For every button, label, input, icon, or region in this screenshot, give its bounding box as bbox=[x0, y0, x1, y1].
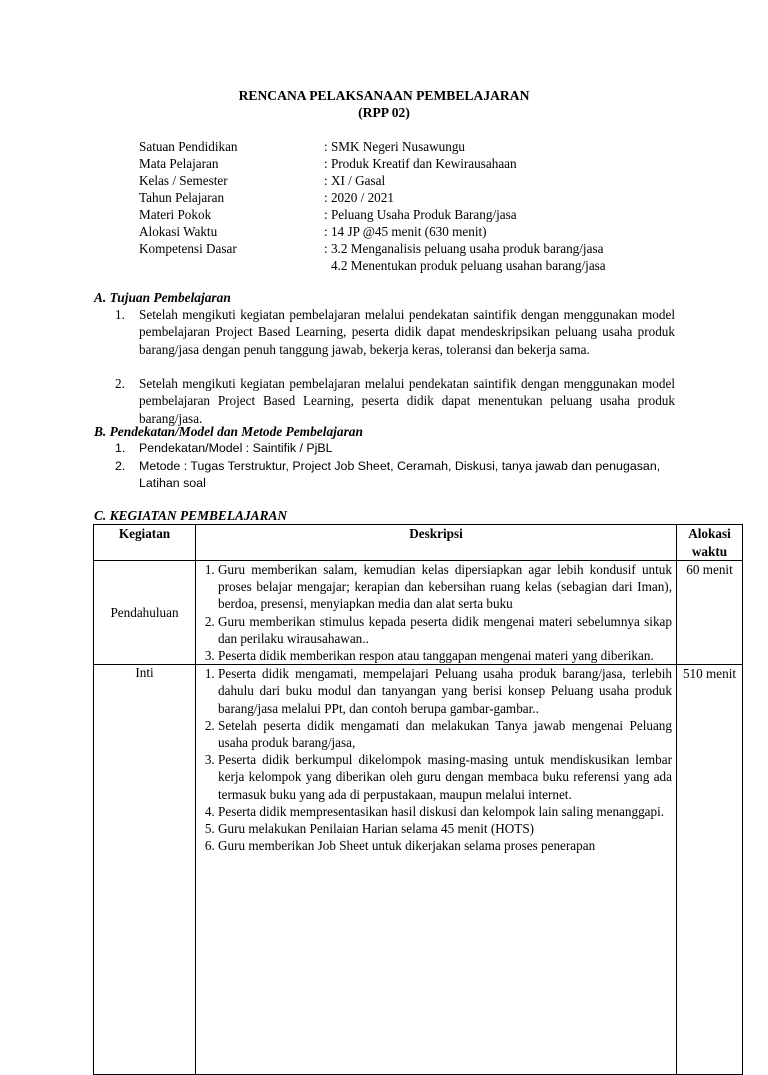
list-item: 1. Peserta didik mengamati, mempelajari Peluang usaha produk barang/jasa, terlebih dahulu dari buku modul dan tanyangan yang berisi konsep Peluang usaha produk barang/jasa melalui PPt, dan contoh berupa gambar-gambar.. bbox=[218, 665, 672, 717]
list-item: 3. Peserta didik memberikan respon atau tanggapan mengenai materi yang diberikan. bbox=[218, 647, 672, 664]
method-item: Pendekatan/Model : Saintifik / PjBL bbox=[139, 441, 333, 455]
list-item: 6. Guru memberikan Job Sheet untuk dikerjakan selama proses penerapan bbox=[218, 837, 672, 854]
info-label: Materi Pokok bbox=[139, 207, 212, 222]
deskripsi-content bbox=[196, 665, 676, 1074]
deskripsi-cell bbox=[196, 665, 677, 1075]
info-value: 4.2 Menentukan produk peluang usahan barang/jasa bbox=[331, 258, 606, 273]
list-item: 1. Guru memberikan salam, kemudian kelas dipersiapkan agar lebih kondusif untuk proses belajar mengajar; kerapian dan kebersihan ruang kelas (sebagian dari Iman), berdoa, presensi, menyiapkan media dan alat serta buku bbox=[218, 561, 672, 613]
info-value: : Produk Kreatif dan Kewirausahaan bbox=[324, 156, 517, 171]
header-alokasi: Alokasi waktu bbox=[677, 525, 743, 561]
list-item: 4. Peserta didik mempresentasikan hasil diskusi dan kelompok lain saling menanggapi. bbox=[218, 803, 672, 820]
info-value: : XI / Gasal bbox=[324, 173, 386, 188]
info-value: : 2020 / 2021 bbox=[324, 190, 394, 205]
document-title: RENCANA PELAKSANAAN PEMBELAJARAN bbox=[238, 88, 530, 103]
header-deskripsi: Deskripsi bbox=[196, 525, 677, 561]
alokasi-cell: 60 menit bbox=[677, 561, 743, 665]
objective-item: Setelah mengikuti kegiatan pembelajaran melalui pendekatan saintifik dengan menggunakan model pembelajaran Project Based Learning, peserta didik dapat menentukan peluang usaha produk barang/jasa. bbox=[139, 376, 675, 426]
objective-item: Setelah mengikuti kegiatan pembelajaran melalui pendekatan saintifik dengan menggunakan model pembelajaran Project Based Learning, peserta didik dapat mendeskripsikan peluang usaha produk barang/jasa dengan penuh tanggung jawab, bekerja keras, toleransi dan bekerja sama. bbox=[139, 307, 675, 357]
table-row bbox=[94, 665, 743, 1075]
section-c-heading: C. KEGIATAN PEMBELAJARAN bbox=[94, 508, 288, 523]
section-b-heading: B. Pendekatan/Model dan Metode Pembelajaran bbox=[94, 424, 363, 439]
header-kegiatan: Kegiatan bbox=[94, 525, 196, 561]
table-header-row bbox=[94, 525, 743, 561]
info-value: : 3.2 Menganalisis peluang usaha produk barang/jasa bbox=[324, 241, 604, 256]
info-label: Satuan Pendidikan bbox=[139, 139, 238, 154]
activity-table bbox=[93, 524, 743, 1075]
kegiatan-cell: Pendahuluan bbox=[94, 561, 196, 665]
info-label: Mata Pelajaran bbox=[139, 156, 219, 171]
info-label: Tahun Pelajaran bbox=[139, 190, 225, 205]
alokasi-cell: 510 menit bbox=[677, 665, 743, 1075]
list-number: 1. bbox=[115, 307, 125, 322]
list-number: 1. bbox=[115, 441, 126, 455]
info-value: : Peluang Usaha Produk Barang/jasa bbox=[324, 207, 517, 222]
list-item: 2. Guru memberikan stimulus kepada peserta didik mengenai materi sebelumnya sikap dan perilaku wirausahawan.. bbox=[218, 613, 672, 647]
deskripsi-cell bbox=[196, 561, 677, 665]
list-item: 2. Setelah peserta didik mengamati dan melakukan Tanya jawab mengenai Peluang usaha produk barang/jasa, bbox=[218, 717, 672, 751]
info-value: : 14 JP @45 menit (630 menit) bbox=[324, 224, 487, 239]
list-number: 2. bbox=[115, 459, 126, 473]
table-row bbox=[94, 561, 743, 665]
list-item: 3. Peserta didik berkumpul dikelompok masing-masing untuk mendiskusikan lembar kerja kelompok yang diberikan oleh guru dengan membaca buku referensi yang ada termasuk buku yang ada di perpustakaan, maupun melalui internet. bbox=[218, 751, 672, 803]
info-label: Kelas / Semester bbox=[139, 173, 228, 188]
method-item: Metode : Tugas Terstruktur, Project Job Sheet, Ceramah, Diskusi, tanya jawab dan penugasan, Latihan soal bbox=[139, 459, 661, 491]
kegiatan-cell: Inti bbox=[94, 665, 196, 1075]
document-subtitle: (RPP 02) bbox=[358, 105, 410, 120]
section-a-heading: A. Tujuan Pembelajaran bbox=[94, 290, 231, 305]
info-label: Alokasi Waktu bbox=[139, 224, 218, 239]
info-label: Kompetensi Dasar bbox=[139, 241, 237, 256]
list-number: 2. bbox=[115, 376, 125, 391]
list-item: 5. Guru melakukan Penilaian Harian selama 45 menit (HOTS) bbox=[218, 820, 672, 837]
info-value: : SMK Negeri Nusawungu bbox=[324, 139, 466, 154]
